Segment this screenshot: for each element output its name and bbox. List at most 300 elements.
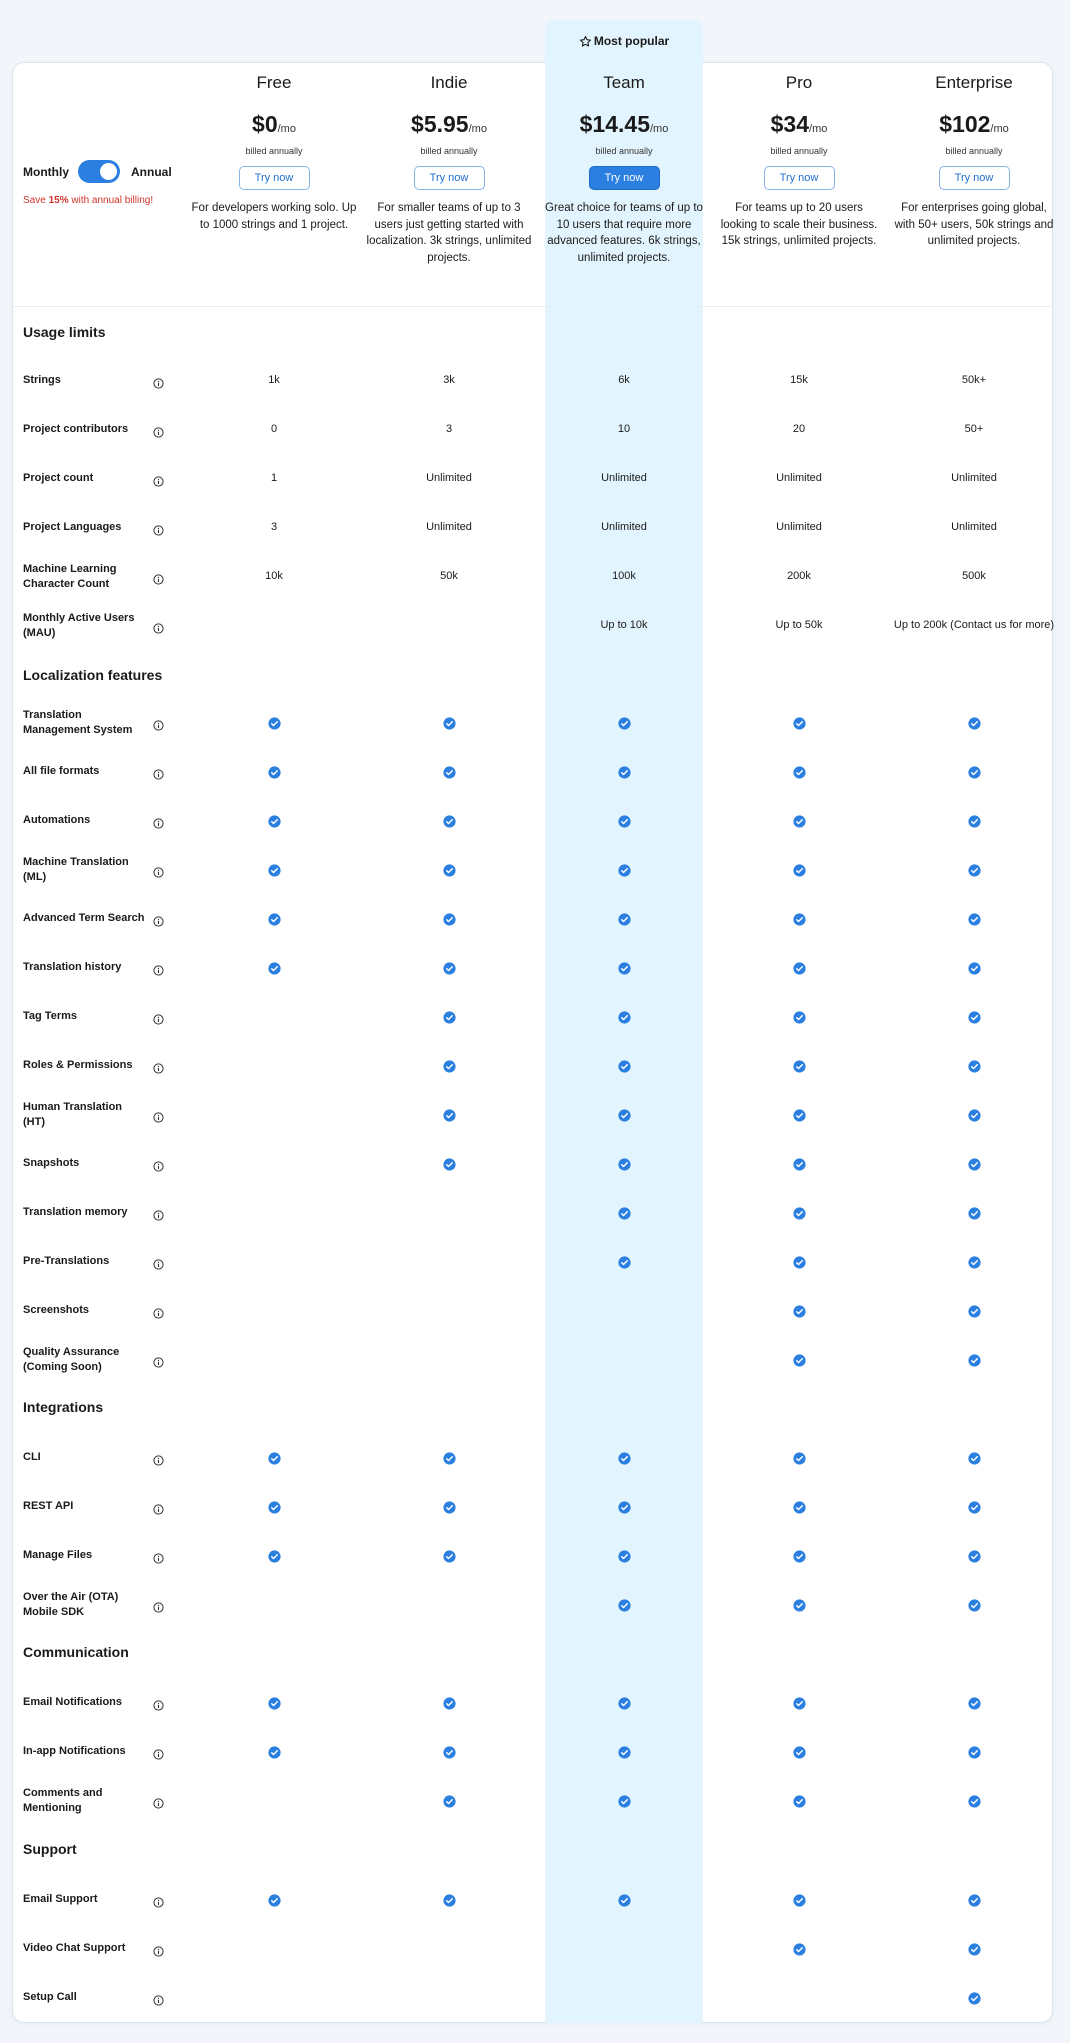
table-cell [188, 1238, 360, 1287]
table-row [12, 357, 1053, 406]
table-cell [888, 1483, 1060, 1532]
table-cell [713, 1974, 885, 2023]
feature-label: Snapshots [23, 1157, 80, 1170]
plan-description: Great choice for teams of up to 10 users that require more advanced features. 6k strings, unlimited projects. [545, 202, 703, 264]
table-cell [538, 1777, 710, 1826]
info-icon[interactable] [153, 1159, 164, 1170]
check-circle-icon [268, 766, 281, 779]
cell-value: 10k [265, 570, 283, 583]
check-circle-icon [968, 1894, 981, 1907]
check-circle-icon [968, 1550, 981, 1563]
check-circle-icon [443, 766, 456, 779]
info-icon[interactable] [153, 1796, 164, 1807]
billing-period-toggle[interactable] [78, 160, 120, 183]
price-amount: $5.95 [411, 111, 469, 137]
table-cell [363, 1581, 535, 1630]
table-cell [888, 1336, 1060, 1385]
feature-label: Email Notifications [23, 1696, 123, 1709]
billing-note: billed annually [595, 146, 653, 156]
table-cell [188, 699, 360, 748]
plan-price [771, 109, 828, 139]
billing-note: billed annually [420, 146, 478, 156]
table-cell [713, 1679, 885, 1728]
price-amount: $0 [252, 111, 278, 137]
plan-description: For enterprises going global, with 50+ users, 50k strings and unlimited projects. [894, 202, 1054, 247]
check-circle-icon [618, 864, 631, 877]
price-period: /mo [809, 123, 828, 135]
cell-value: 50k [440, 570, 458, 583]
table-cell [363, 1140, 535, 1189]
table-cell [713, 1532, 885, 1581]
table-cell [363, 1925, 535, 1974]
info-icon[interactable] [153, 1944, 164, 1955]
try-now-button[interactable]: Try now [414, 166, 485, 190]
table-cell [363, 1287, 535, 1336]
plan-price [411, 109, 487, 139]
check-circle-icon [618, 1207, 631, 1220]
check-circle-icon [443, 864, 456, 877]
price-period: /mo [990, 123, 1009, 135]
plan-price [939, 109, 1009, 139]
section-title: Support [23, 1841, 77, 1857]
info-icon[interactable] [153, 621, 164, 632]
table-cell [188, 504, 360, 553]
table-cell [713, 1483, 885, 1532]
cell-value: 1 [270, 472, 278, 485]
table-cell [713, 553, 885, 602]
check-circle-icon [793, 1011, 806, 1024]
check-circle-icon [268, 1452, 281, 1465]
feature-label: Quality Assurance (Coming Soon) [23, 1345, 120, 1373]
feature-label: Human Translation (HT) [23, 1100, 123, 1128]
table-cell [538, 1287, 710, 1336]
billing-note: billed annually [945, 146, 1003, 156]
check-circle-icon [968, 864, 981, 877]
table-row [12, 1140, 1053, 1189]
price-amount: $34 [770, 111, 810, 137]
check-circle-icon [443, 1109, 456, 1122]
info-icon[interactable] [153, 474, 164, 485]
check-circle-icon [793, 962, 806, 975]
section-title: Usage limits [23, 324, 106, 340]
check-circle-icon [793, 1305, 806, 1318]
check-circle-icon [443, 1550, 456, 1563]
check-circle-icon [968, 1011, 981, 1024]
info-icon[interactable] [153, 718, 164, 729]
table-cell [888, 504, 1060, 553]
plan-column-2 [538, 70, 710, 266]
feature-label: Roles & Permissions [23, 1059, 133, 1072]
cell-value: 3k [443, 374, 455, 387]
cell-value: Up to 200k (Contact us for more) [893, 619, 1055, 632]
info-icon[interactable] [153, 1453, 164, 1464]
table-cell [188, 1925, 360, 1974]
table-cell [188, 846, 360, 895]
feature-label: Pre-Translations [23, 1255, 110, 1268]
plan-description: For developers working solo. Up to 1000 strings and 1 project. [191, 202, 357, 231]
table-cell [713, 455, 885, 504]
feature-label: Tag Terms [23, 1010, 77, 1023]
table-row [12, 895, 1053, 944]
feature-label: Machine Translation (ML) [23, 855, 129, 883]
check-circle-icon [618, 1452, 631, 1465]
check-circle-icon [968, 962, 981, 975]
table-row [12, 1091, 1053, 1140]
check-circle-icon [268, 1697, 281, 1710]
table-cell [363, 1876, 535, 1925]
table-row [12, 602, 1053, 651]
cell-value: 50k+ [961, 374, 987, 387]
annual-label[interactable]: Annual [131, 164, 172, 179]
check-circle-icon [968, 1060, 981, 1073]
table-cell [713, 406, 885, 455]
price-amount: $102 [939, 111, 991, 137]
info-icon[interactable] [153, 767, 164, 778]
table-cell [888, 1189, 1060, 1238]
table-cell [888, 944, 1060, 993]
table-cell [888, 602, 1060, 651]
info-icon[interactable] [153, 376, 164, 387]
check-circle-icon [968, 1158, 981, 1171]
info-icon[interactable] [153, 1895, 164, 1906]
table-cell [538, 1042, 710, 1091]
table-row [12, 1777, 1053, 1826]
table-cell [888, 797, 1060, 846]
cell-value: 1k [268, 374, 280, 387]
table-cell [538, 797, 710, 846]
table-cell [538, 1974, 710, 2023]
table-cell [538, 1238, 710, 1287]
cell-value: 20 [792, 423, 806, 436]
check-circle-icon [793, 815, 806, 828]
cell-value: Unlimited [426, 472, 472, 485]
check-circle-icon [618, 1011, 631, 1024]
table-cell [713, 504, 885, 553]
check-circle-icon [443, 1795, 456, 1808]
table-cell [188, 406, 360, 455]
table-cell [888, 1876, 1060, 1925]
check-circle-icon [793, 1109, 806, 1122]
check-circle-icon [793, 1795, 806, 1808]
info-icon[interactable] [153, 963, 164, 974]
info-icon[interactable] [153, 914, 164, 925]
table-cell [538, 455, 710, 504]
plan-description: For smaller teams of up to 3 users just getting started with localization. 3k strings, unlimited projects. [366, 202, 532, 264]
table-cell [188, 1876, 360, 1925]
table-cell [188, 1581, 360, 1630]
save-suffix: with annual billing! [68, 195, 154, 206]
table-cell [363, 1679, 535, 1728]
check-circle-icon [618, 1158, 631, 1171]
table-cell [363, 1238, 535, 1287]
feature-label: Project count [23, 472, 94, 485]
check-circle-icon [793, 1158, 806, 1171]
feature-label: Translation memory [23, 1206, 128, 1219]
feature-label: Setup Call [23, 1991, 77, 2004]
feature-label: REST API [23, 1500, 74, 1513]
plan-column-0 [188, 70, 360, 233]
table-row [12, 455, 1053, 504]
cell-value: Unlimited [776, 472, 822, 485]
table-cell [713, 1189, 885, 1238]
table-row [12, 846, 1053, 895]
table-cell [713, 1140, 885, 1189]
check-circle-icon [618, 1894, 631, 1907]
table-cell [363, 553, 535, 602]
table-cell [538, 1581, 710, 1630]
table-cell [538, 1140, 710, 1189]
table-cell [188, 1287, 360, 1336]
info-icon[interactable] [153, 1355, 164, 1366]
try-now-button[interactable]: Try now [939, 166, 1010, 190]
info-icon[interactable] [153, 1306, 164, 1317]
most-popular-label: Most popular [593, 34, 670, 48]
table-cell [538, 1434, 710, 1483]
table-cell [713, 602, 885, 651]
check-circle-icon [968, 1207, 981, 1220]
info-icon[interactable] [153, 1061, 164, 1072]
feature-label: Machine Learning Character Count [23, 562, 117, 590]
table-cell [888, 357, 1060, 406]
table-cell [538, 846, 710, 895]
try-now-button[interactable]: Try now [239, 166, 310, 190]
table-cell [188, 797, 360, 846]
table-cell [888, 993, 1060, 1042]
table-cell [363, 1728, 535, 1777]
check-circle-icon [793, 1207, 806, 1220]
cell-value: Unlimited [951, 521, 997, 534]
table-cell [363, 455, 535, 504]
check-circle-icon [443, 1697, 456, 1710]
table-cell [888, 699, 1060, 748]
info-icon[interactable] [153, 865, 164, 876]
check-circle-icon [793, 766, 806, 779]
table-cell [188, 1336, 360, 1385]
table-cell [888, 1581, 1060, 1630]
info-icon[interactable] [153, 523, 164, 534]
feature-label: All file formats [23, 765, 100, 778]
table-cell [713, 1287, 885, 1336]
plan-description: For teams up to 20 users looking to scale their business. 15k strings, unlimited projects. [720, 202, 878, 247]
info-icon[interactable] [153, 425, 164, 436]
cell-value: Unlimited [951, 472, 997, 485]
table-cell [188, 1679, 360, 1728]
table-cell [538, 1679, 710, 1728]
table-cell [713, 1434, 885, 1483]
check-circle-icon [443, 1158, 456, 1171]
table-row [12, 553, 1053, 602]
table-cell [713, 1336, 885, 1385]
table-cell [188, 895, 360, 944]
table-cell [888, 1974, 1060, 2023]
check-circle-icon [968, 1354, 981, 1367]
check-circle-icon [968, 717, 981, 730]
check-circle-icon [793, 1060, 806, 1073]
cell-value: 3 [445, 423, 453, 436]
info-icon[interactable] [153, 572, 164, 583]
info-icon[interactable] [153, 1110, 164, 1121]
table-cell [188, 993, 360, 1042]
info-icon[interactable] [153, 1257, 164, 1268]
cell-value: 3 [270, 521, 278, 534]
toggle-knob [100, 163, 117, 180]
table-cell [538, 406, 710, 455]
check-circle-icon [268, 913, 281, 926]
check-circle-icon [443, 1011, 456, 1024]
table-cell [888, 1091, 1060, 1140]
plan-column-1 [363, 70, 535, 266]
check-circle-icon [618, 913, 631, 926]
table-cell [363, 1434, 535, 1483]
table-cell [188, 455, 360, 504]
check-circle-icon [618, 962, 631, 975]
table-cell [713, 1777, 885, 1826]
table-cell [188, 1483, 360, 1532]
table-cell [538, 1925, 710, 1974]
table-cell [188, 1777, 360, 1826]
table-cell [888, 895, 1060, 944]
info-icon[interactable] [153, 1600, 164, 1611]
table-cell [538, 1336, 710, 1385]
monthly-label[interactable]: Monthly [23, 164, 69, 179]
check-circle-icon [618, 1256, 631, 1269]
check-circle-icon [793, 1501, 806, 1514]
plan-column-4 [888, 70, 1060, 250]
feature-label: Over the Air (OTA) Mobile SDK [23, 1590, 119, 1618]
plan-name: Team [603, 73, 645, 92]
info-icon[interactable] [153, 1551, 164, 1562]
info-icon[interactable] [153, 1747, 164, 1758]
table-cell [538, 357, 710, 406]
check-circle-icon [968, 1943, 981, 1956]
check-circle-icon [618, 1795, 631, 1808]
check-circle-icon [443, 1894, 456, 1907]
feature-label: Strings [23, 374, 61, 387]
cell-value: Unlimited [776, 521, 822, 534]
table-cell [888, 1287, 1060, 1336]
table-cell [538, 1532, 710, 1581]
check-circle-icon [793, 1943, 806, 1956]
check-circle-icon [443, 1501, 456, 1514]
info-icon[interactable] [153, 1698, 164, 1709]
cell-value: 200k [787, 570, 811, 583]
table-row [12, 1876, 1053, 1925]
billing-note: billed annually [245, 146, 303, 156]
table-cell [888, 406, 1060, 455]
feature-label: Project Languages [23, 521, 122, 534]
header-divider [12, 306, 1053, 307]
table-row [12, 1581, 1053, 1630]
check-circle-icon [968, 1992, 981, 2005]
table-cell [363, 1336, 535, 1385]
check-circle-icon [268, 1501, 281, 1514]
feature-label: In-app Notifications [23, 1745, 126, 1758]
table-cell [713, 1925, 885, 1974]
feature-label: Screenshots [23, 1304, 90, 1317]
feature-label: Video Chat Support [23, 1942, 126, 1955]
table-cell [713, 895, 885, 944]
check-circle-icon [618, 1599, 631, 1612]
table-row [12, 993, 1053, 1042]
table-cell [363, 1042, 535, 1091]
table-cell [538, 993, 710, 1042]
check-circle-icon [793, 1256, 806, 1269]
check-circle-icon [968, 1697, 981, 1710]
info-icon[interactable] [153, 1993, 164, 2004]
table-cell [538, 1483, 710, 1532]
price-period: /mo [650, 123, 669, 135]
table-cell [188, 1532, 360, 1581]
table-cell [888, 1238, 1060, 1287]
cell-value: 10 [617, 423, 631, 436]
check-circle-icon [968, 766, 981, 779]
check-circle-icon [268, 962, 281, 975]
table-row [12, 1434, 1053, 1483]
table-cell [888, 1925, 1060, 1974]
info-icon[interactable] [153, 1012, 164, 1023]
table-cell [713, 944, 885, 993]
table-row [12, 1189, 1053, 1238]
feature-label: Email Support [23, 1893, 98, 1906]
section-title: Integrations [23, 1399, 104, 1415]
check-circle-icon [968, 1305, 981, 1318]
check-circle-icon [618, 1501, 631, 1514]
save-percent: 15% [48, 195, 69, 206]
annual-savings-note [23, 195, 153, 206]
table-cell [713, 1581, 885, 1630]
table-cell [538, 1091, 710, 1140]
feature-label: Automations [23, 814, 91, 827]
check-circle-icon [793, 717, 806, 730]
check-circle-icon [968, 1452, 981, 1465]
feature-label: Advanced Term Search [23, 912, 145, 925]
plan-column-3 [713, 70, 885, 250]
check-circle-icon [793, 913, 806, 926]
check-circle-icon [268, 815, 281, 828]
check-circle-icon [968, 1109, 981, 1122]
check-circle-icon [793, 1894, 806, 1907]
cell-value: Unlimited [601, 521, 647, 534]
check-circle-icon [968, 1256, 981, 1269]
table-cell [188, 1189, 360, 1238]
feature-label: Monthly Active Users (MAU) [23, 611, 135, 639]
check-circle-icon [618, 815, 631, 828]
table-cell [188, 1974, 360, 2023]
check-circle-icon [968, 913, 981, 926]
try-now-button[interactable]: Try now [764, 166, 835, 190]
table-cell [188, 553, 360, 602]
info-icon[interactable] [153, 1502, 164, 1513]
table-cell [538, 748, 710, 797]
check-circle-icon [793, 1354, 806, 1367]
table-row [12, 406, 1053, 455]
table-cell [713, 1042, 885, 1091]
feature-label: Translation Management System [23, 708, 133, 736]
feature-label: CLI [23, 1451, 41, 1464]
info-icon[interactable] [153, 1208, 164, 1219]
check-circle-icon [618, 1060, 631, 1073]
table-cell [538, 944, 710, 993]
table-cell [538, 699, 710, 748]
table-cell [713, 748, 885, 797]
table-cell [188, 944, 360, 993]
check-circle-icon [618, 1109, 631, 1122]
info-icon[interactable] [153, 816, 164, 827]
table-cell [188, 1140, 360, 1189]
try-now-button[interactable]: Try now [589, 166, 660, 190]
table-cell [363, 1777, 535, 1826]
table-cell [713, 1091, 885, 1140]
